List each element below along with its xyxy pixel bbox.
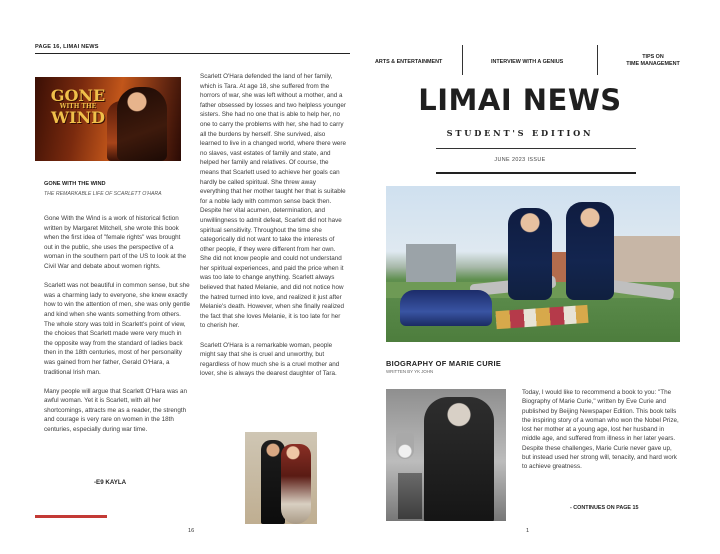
nav-time-management[interactable] (618, 54, 688, 68)
nav-time-management-line2: TIME MANAGEMENT (626, 61, 680, 67)
poster-figure-man (117, 87, 167, 161)
poster-title-line3: WIND (51, 108, 105, 127)
photo-building (610, 236, 680, 284)
header-rule (35, 53, 350, 54)
nav-time-management-line1: TIPS ON (642, 54, 664, 60)
nav-divider (462, 45, 463, 75)
article-paragraph: Many people will argue that Scarlett O'Hara was an awful woman. Yet it is Scarlett, with all her shortcomings, attracts me as a reader, the strength and courage is very rare on women in the 18th centuries, especially during war time. (44, 387, 187, 434)
article-subheading: THE REMARKABLE LIFE OF SCARLETT O'HARA (44, 191, 162, 197)
edition-label: STUDENT'S EDITION (446, 128, 594, 138)
page-header: PAGE 16, LIMAI NEWS (35, 44, 99, 50)
masthead-title: LIMAI NEWS (418, 83, 622, 117)
page-number-right: 1 (526, 528, 530, 534)
bio-byline: WRITTEN BY YK JOHN (386, 369, 434, 374)
students-photo (386, 186, 680, 342)
page-number-left: 16 (188, 528, 195, 534)
nav-divider (597, 45, 598, 75)
article-paragraph: Gone With the Wind is a work of historical fiction written by Margaret Mitchell, she wrote this book when the first idea of "female rights" was brought out in the public, she uses the perspective of a woman in the southern part of the US to look at the Civil War and debate about women rights. (44, 215, 187, 270)
nav-arts-entertainment[interactable]: ARTS & ENTERTAINMENT (375, 59, 443, 65)
poster-title (43, 86, 113, 127)
issue-date: JUNE 2023 ISSUE (494, 157, 546, 163)
gone-with-the-wind-poster (35, 77, 181, 161)
photo-building (406, 244, 456, 284)
article-signoff: -E9 KAYLA (94, 479, 127, 486)
marie-curie-photo (386, 389, 506, 521)
article-column-b (200, 72, 346, 389)
bio-title: BIOGRAPHY OF MARIE CURIE (386, 359, 502, 368)
masthead-rule-bottom (436, 172, 636, 174)
curie-figure (424, 397, 494, 521)
poster-title-line2: WITH THE (59, 103, 97, 110)
photo-backpack (400, 290, 492, 326)
poster-title-line1: GONE (50, 86, 106, 105)
lab-flask (396, 433, 414, 459)
lab-stand (398, 473, 422, 519)
movie-still-photo (245, 432, 317, 524)
continues-link[interactable]: - CONTINUES ON PAGE 15 (570, 505, 639, 511)
article-paragraph: Scarlett was not beautiful in common sense, but she was a charming lady to everyone, she knew exactly how to win the attention of men, she was only gentle and kind when she wants something from others. The whole story was told in Scarlett's point of view, the choices that Scarlett made were very much in the opposite way from the standard of ladies back then in the 18th centuries, most of her personality was gained from her father, Gerald O'Hara, a traditional Irish man. (44, 282, 190, 376)
still-figure-woman (281, 444, 311, 524)
photo-books (495, 305, 588, 329)
article-column-a (44, 214, 190, 444)
accent-bar (35, 515, 107, 518)
photo-student (508, 208, 552, 300)
masthead-rule-top (436, 148, 636, 149)
bio-body: Today, I would like to recommend a book to you: "The Biography of Marie Curie," written by Eve Curie and published by Beijing Newspaper Edition. This book tells the inspiring story of a woman who won the Nobel Prize, lost her mother at a young age, lost her husband in middle age, and suffered from illness in her later years. Despite these challenges, Marie Curie never gave up, but instead used her strong will, tenacity, and hard work to achieve greatness. (522, 389, 679, 471)
article-paragraph: Scarlett O'Hara defended the land of her family, which is Tara. At age 18, she suffered from the horrors of war, she was left without a mother, and a father obsessed by losses and two helpless younger sisters. She had no one that is able to help her, no one to carry the problems with her, she had to carry all the burdens by herself. She survived, also learned to live in a changed world, where there were no slaves, vast estates of family and state, and helped her family and relatives. Of course, the means that Scarlett used to achieve her goals can hardly be called spiritual. She threw away everything that her mother taught her that is suitable for a noble lady with common sense back then. Despite her vital acumen, determination, and unwillingness to admit defeat, Scarlett did not have spiritual sensitivity. Throughout the time she categorically did not want to take the interests of other people, if they were different from her own. She did not know people and could not understand her spiritual experiences, and paid the price when it was too late to change anything. Scarlett always believed that hated Melanie, and did not notice how the hatred turned into love, and realized it just after Melanie's death. However, when she finally realized the fact that she loves Melanie, it is too late for her to cherish her. (200, 73, 346, 330)
photo-student (566, 202, 614, 300)
nav-interview-genius[interactable]: INTERVIEW WITH A GENIUS (491, 59, 564, 65)
article-heading: GONE WITH THE WIND (44, 181, 106, 187)
article-paragraph: Scarlett O'Hara is a remarkable woman, people might say that she is cruel and unworthy, but regardless of how much she is a cruel mother and lover, she is always the dearest daughter of Tara. (200, 341, 340, 378)
